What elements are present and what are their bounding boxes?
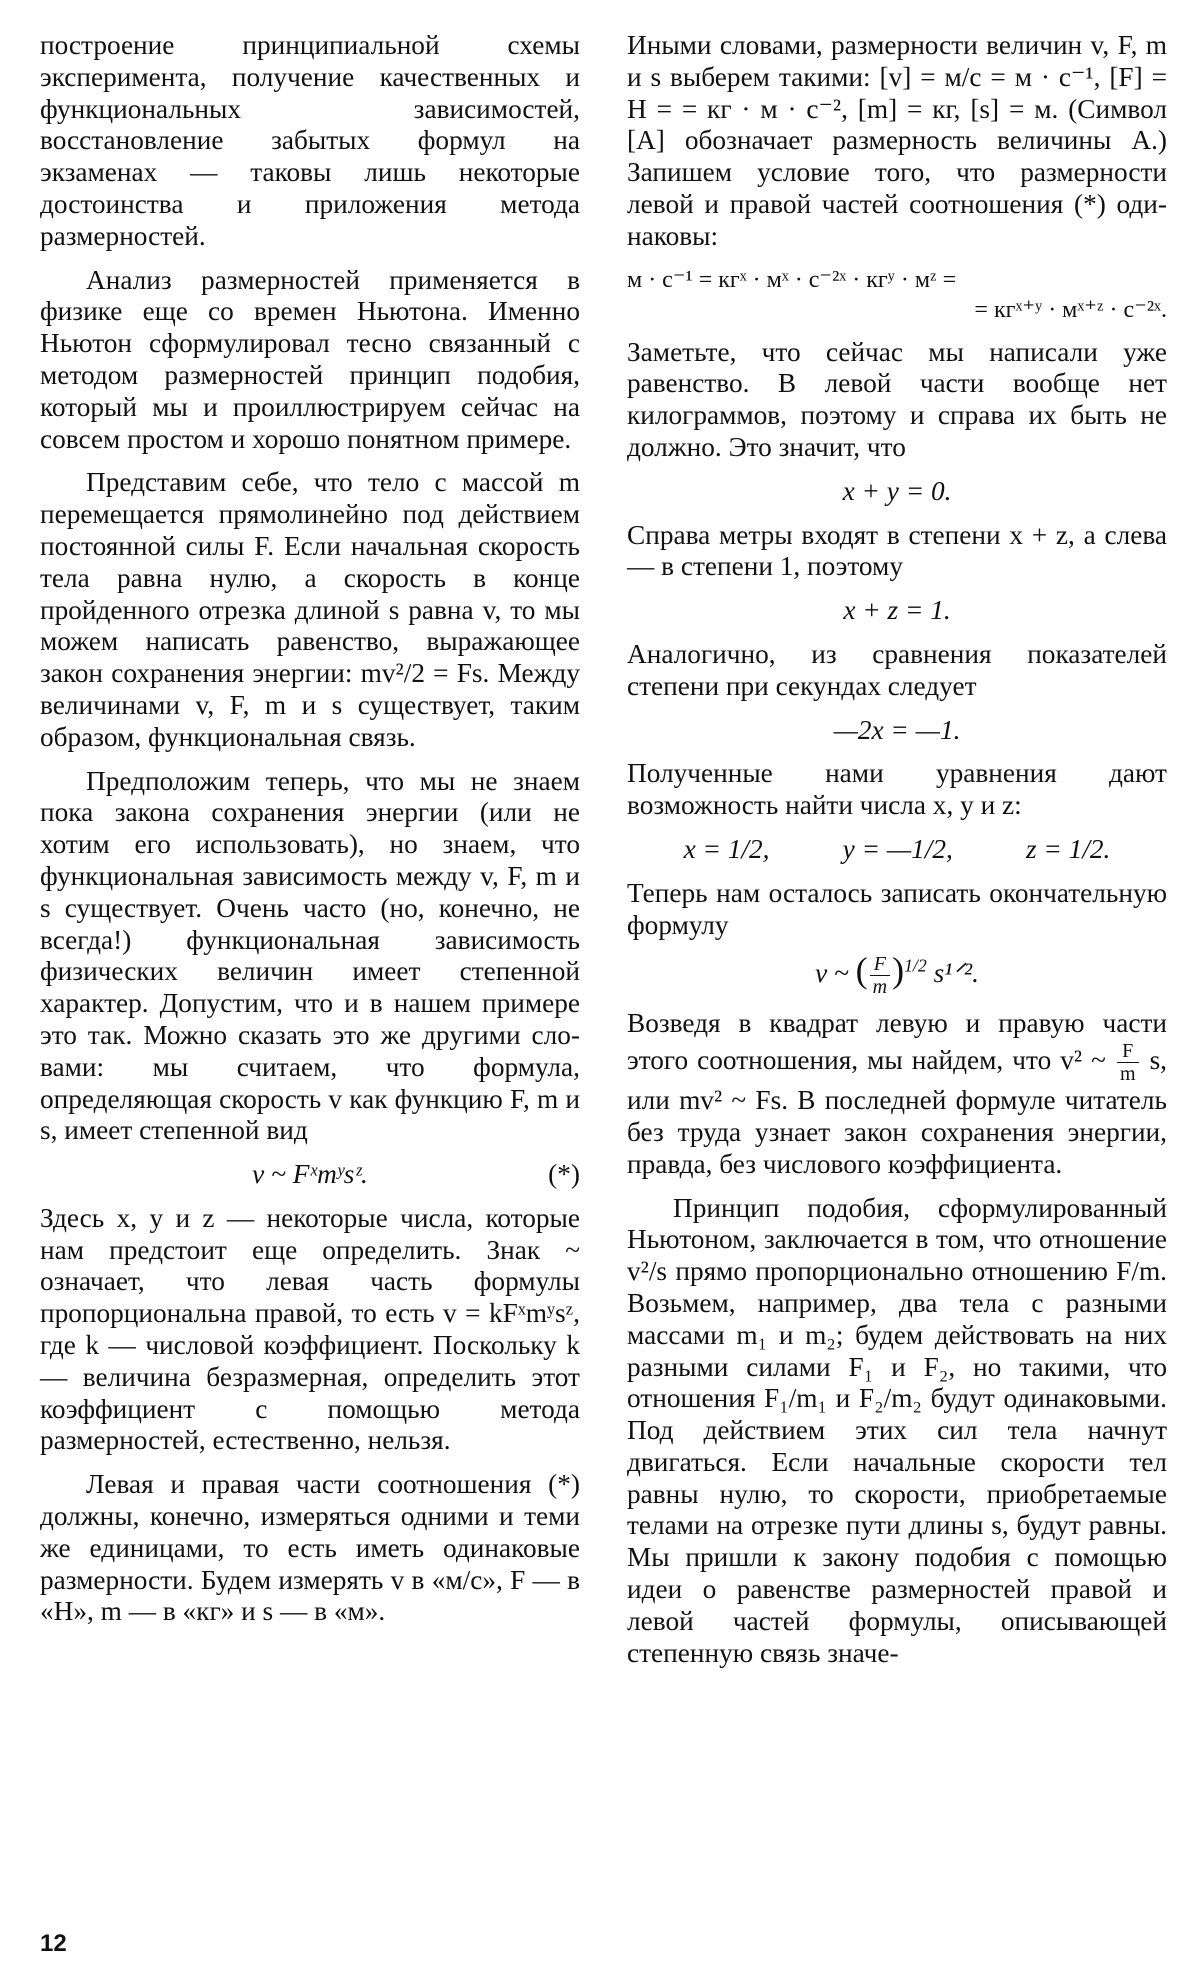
inline-fraction — [1117, 1040, 1139, 1085]
right-paragraph-1: Иными словами, размерности величин v, F, m и s выберем такими: [v] = м/с = м · с⁻¹, [F] = Н = = кг · м · с⁻², [m] = кг, [s] = м. (Символ [A] обозначает размерность величины A.) Запишем условие того, что размерности левой и правой частей соотношения (*) одинаковы: — [627, 30, 1167, 251]
right-paragraph-7 — [627, 1008, 1167, 1180]
right-paragraph-8: Принцип подобия, сформулированный Ньютоном, заключается в том, что отношение v²/s прямо пропорционально отношению F/m. Возьмем, например, два тела с разными массами m₁ и m₂; будем действовать на них разными силами F₁ и F₂, но такими, что отношения F₁/m₁ и F₂/m₂ будут одинаковыми. Под действием этих сил тела начнут двигаться. Если начальные скорости тел равны нулю, то скорости, приобретаемые телами на отрезке пути длины s, будут равны. Мы пришли к закону подобия с помощью идеи о равенстве размерностей правой и левой частей формулы, описывающей степенную связь значе- — [627, 1192, 1167, 1668]
equation-dimensions — [627, 265, 1167, 325]
right-paragraph-6: Теперь нам осталось записать окончательную формулу — [627, 877, 1167, 940]
right-paragraph-3: Справа метры входят в степени x + z, а слева — в степени 1, поэтому — [627, 519, 1167, 582]
equation-final-denominator: m — [872, 976, 888, 999]
left-paragraph-3: Представим себе, что тело с массой m перемещается прямолинейно под действием постоянной силы F. Если начальная скорость тела равна нулю, а скорость в конце пройденного отрезка длиной s равна v, то мы можем написать равенство, выражающее закон сохранения энергии: mv²/2 = Fs. Между величинами v, F, m и s существует, таким образом, функциональная связь. — [40, 467, 580, 752]
equation-final-rhs: s¹ᐟ². — [933, 958, 979, 989]
solution-x: x = 1/2, — [683, 833, 770, 864]
solution-z: z = 1/2. — [1025, 833, 1111, 864]
equation-star-tag: (*) — [548, 1159, 580, 1190]
equation-final-power: 1/2 — [904, 956, 927, 976]
equation-star — [40, 1159, 580, 1191]
equation-final-lhs: v ~ — [815, 958, 849, 989]
solution-y: y = —1/2, — [842, 833, 953, 864]
right-paragraph-7-start: Возведя в квадрат левую и правую части этого соотношения, мы найдем, что v² ~ — [627, 1008, 1167, 1075]
left-column — [40, 30, 580, 1640]
equation-x-plus-z: x + z = 1. — [843, 595, 951, 626]
equation-final: v ~ ( $\frac{F}{m}$ )$^{1/2}$ s¹ᐟ². — [815, 950, 979, 999]
inline-fraction-denominator: m — [1119, 1063, 1136, 1086]
left-paragraph-5: Здесь x, y и z — некоторые числа, которые нам предстоит еще определить. Знак ~ означает, что левая часть формулы пропорциональна правой, то есть v = kFˣmʸsᶻ, где k — числовой коэффициент. Поскольку k — величина безразмерная, определить этот коэффициент с помощью метода размерностей, естественно, нельзя. — [40, 1202, 580, 1456]
equation-dimensions-line-2: = кгˣ⁺ʸ · мˣ⁺ᶻ · с⁻²ˣ. — [974, 296, 1167, 323]
left-paragraph-2: Анализ размерностей применяется в физике еще со времен Ньютона. Именно Ньютон сформулировал тесно связанный с методом размерностей принцип подобия, который мы и проиллюстрируем сейчас на совсем простом и хорошо понятном примере. — [40, 264, 580, 454]
equation-minus-2x: —2x = —1. — [833, 714, 961, 745]
right-paragraph-7-end: s, или mv² ~ Fs. В последней формуле читатель без труда узнает закон сохранения энергии, правда, без числового коэффициента. — [627, 1044, 1168, 1179]
right-paragraph-2: Заметьте, что сейчас мы написали уже равенство. В левой части вообще нет килограммов, поэтому и справа их быть не должно. Это значит, что — [627, 336, 1167, 462]
right-paragraph-5: Полученные нами уравнения дают возможность найти числа x, y и z: — [627, 758, 1167, 821]
equation-star-formula: v ~ Fˣmʸsᶻ. — [252, 1159, 368, 1190]
page-number: 12 — [40, 1930, 67, 1957]
equation-dimensions-line-1: м · с⁻¹ = кгˣ · мˣ · с⁻²ˣ · кгʸ · мᶻ = — [627, 266, 957, 293]
left-paragraph-6: Левая и правая части соотношения (*) должны, конечно, измеряться одними и теми же единицами, то есть иметь одинаковые размерности. Будем измерять v в «м/с», F — в «Н», m — в «кг» и s — в «м». — [40, 1469, 580, 1627]
left-paragraph-4: Предположим теперь, что мы не знаем пока закона сохранения энергии (или не хотим его использовать), но знаем, что функциональная зависимость между v, F, m и s существует. Очень часто (но, конечно, не всегда!) функциональная зависимость физических величин имеет степенной характер. Допустим, что и в нашем примере это так. Можно сказать это же другими словами: мы считаем, что формула, определяющая скорость v как функцию F, m и s, имеет степенной вид — [40, 765, 580, 1146]
equation-x-plus-y: x + y = 0. — [842, 475, 952, 506]
left-paragraph-1: построение принципиальной схемы эксперимента, получение качественных и функциональных зависимостей, восстановление забытых формул на экзаменах — таковы лишь некоторые достоинства и приложения метода размерностей. — [40, 30, 580, 251]
right-paragraph-4: Аналогично, из сравнения показателей степени при секундах следует — [627, 638, 1167, 701]
solutions-row — [647, 834, 1147, 866]
inline-fraction-numerator: F — [1117, 1040, 1139, 1063]
right-column — [627, 30, 1167, 1681]
equation-final-numerator: F — [870, 953, 890, 976]
equation-final-fraction — [870, 953, 890, 998]
